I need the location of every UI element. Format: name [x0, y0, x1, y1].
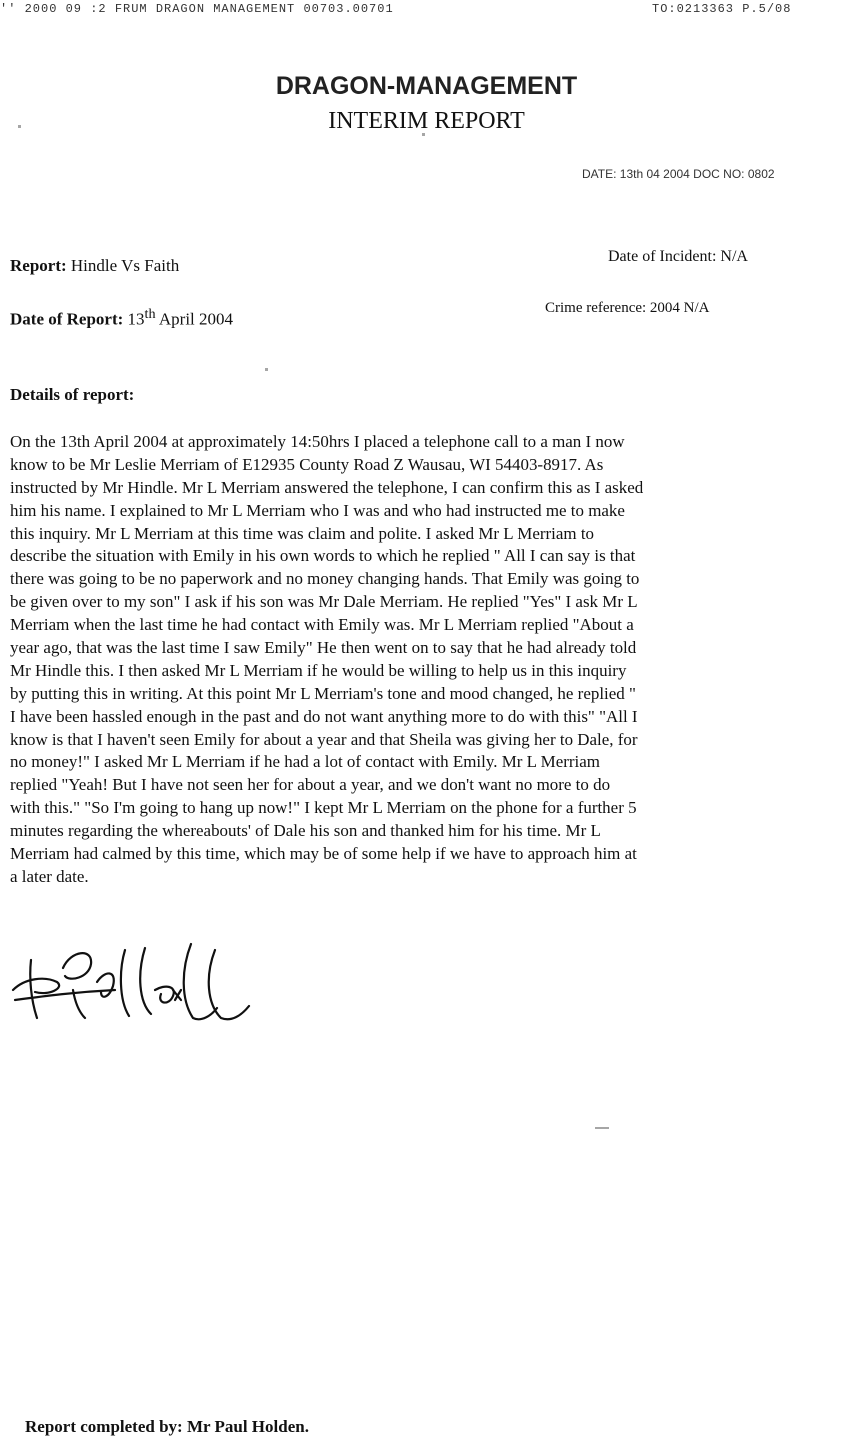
- date-of-report-day: 13: [127, 309, 145, 329]
- body-line: On the 13th April 2004 at approximately 14:50hrs I placed a telephone call to a man I now: [10, 432, 625, 451]
- body-line: know to be Mr Leslie Merriam of E12935 County Road Z Wausau, WI 54403-8917. As: [10, 454, 604, 474]
- body-line: replied "Yeah! But I have not seen her for about a year, and we don't want no more to do: [10, 775, 611, 795]
- body-line: Merriam when the last time he had contact with Emily was. Mr L Merriam replied "About a: [10, 615, 634, 635]
- company-name: DRAGON-MANAGEMENT: [275, 72, 578, 100]
- date-of-report-suffix: th: [144, 306, 156, 322]
- completed-by-label: Report completed by:: [25, 1417, 183, 1436]
- date-of-report-rest: April 2004: [158, 309, 234, 329]
- body-line: be given over to my son" I ask if his son was Mr Dale Merriam. He replied "Yes" I ask Mr L: [10, 592, 638, 612]
- body-line: him his name. I explained to Mr L Merriam who I was and who had instructed me to make: [10, 500, 625, 520]
- body-line: instructed by Mr Hindle. Mr L Merriam answered the telephone, I can confirm this as I asked: [10, 477, 644, 497]
- fax-header-left: '' 2000 09 :2 FRUM DRAGON MANAGEMENT 00703.00701: [0, 2, 394, 16]
- body-line: there was going to be no paperwork and no money changing hands. That Emily was going to: [10, 569, 640, 589]
- date-of-incident: Date of Incident: N/A: [608, 248, 748, 265]
- report-value: Hindle Vs Faith: [70, 256, 180, 275]
- body-line: this inquiry. Mr L Merriam at this time was claim and polite. I asked Mr L Merriam to: [10, 523, 595, 543]
- date-of-report-label: Date of Report:: [10, 309, 124, 329]
- body-line: Mr Hindle this. I then asked Mr L Merriam if he would be willing to help us in this inquiry: [10, 660, 627, 680]
- scan-speck: [265, 368, 268, 371]
- body-line: by putting this in writing. At this point Mr L Merriam's tone and mood changed, he replied ": [10, 683, 636, 703]
- body-line: know is that I haven't seen Emily for about a year and that Sheila was giving her to Dale, for: [10, 729, 638, 749]
- body-line: I have been hassled enough in the past and do not want anything more to do with this" "All I: [10, 706, 638, 726]
- body-line: with this." "So I'm going to hang up now!" I kept Mr L Merriam on the phone for a further 5: [10, 798, 637, 818]
- completed-by-field: [25, 1417, 309, 1437]
- body-line: a later date.: [10, 866, 89, 886]
- details-heading: Details of report:: [10, 385, 135, 404]
- body-line: minutes regarding the whereabouts' of Dale his son and thanked him for his time. Mr L: [10, 821, 601, 841]
- report-body: [10, 431, 850, 889]
- body-line: describe the situation with Emily in his own words to which he replied " All I can say is that: [10, 546, 636, 566]
- report-title: INTERIM REPORT: [328, 108, 525, 134]
- body-line: no money!" I asked Mr L Merriam if he had a lot of contact with Emily. Mr L Merriam: [10, 752, 600, 772]
- date-of-report-field: [10, 306, 233, 330]
- report-field: [10, 256, 179, 276]
- fax-header-right: TO:0213363 P.5/08: [652, 2, 792, 16]
- body-line: Merriam had calmed by this time, which may be of some help if we have to approach him at: [10, 844, 637, 864]
- handwritten-signature: [5, 930, 255, 1030]
- crime-reference: Crime reference: 2004 N/A: [545, 300, 710, 316]
- scan-speck: [595, 1127, 609, 1129]
- report-label: Report:: [10, 256, 67, 275]
- date-doc-reference: DATE: 13th 04 2004 DOC NO: 0802: [582, 167, 775, 181]
- body-line: year ago, that was the last time I saw Emily" He then went on to say that he had already told: [10, 638, 637, 658]
- scan-speck: [422, 133, 425, 136]
- scan-speck: [18, 125, 21, 128]
- completed-by-value: Mr Paul Holden.: [186, 1417, 309, 1436]
